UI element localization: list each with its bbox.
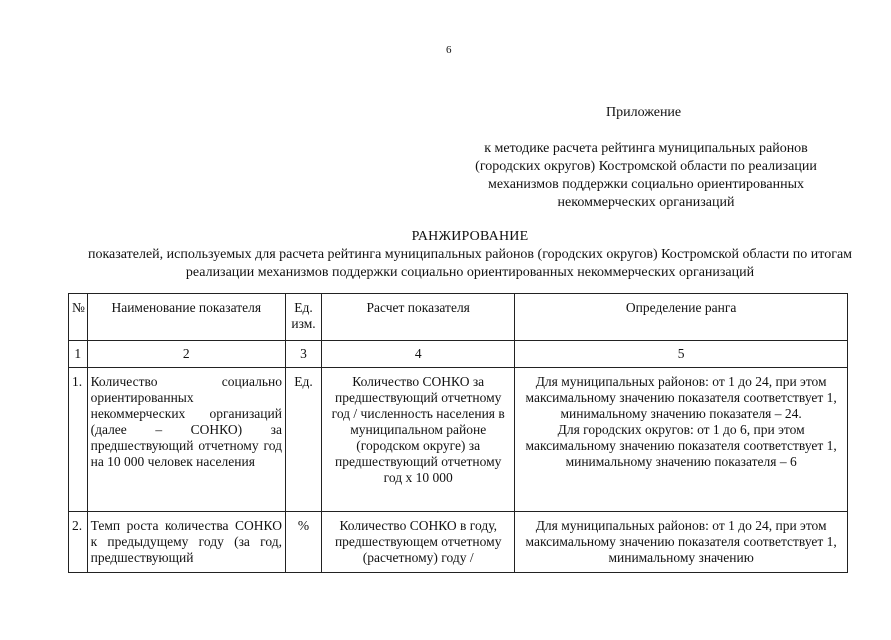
heading-subtitle: показателей, используемых для расчета рейтинга муниципальных районов (городских округов) Костромской области по итогам реализации механизмов поддержки социально ориентированных некоммерческих организаций [87,247,853,280]
header-unit: Ед. изм. [285,294,321,341]
table-header-row [69,294,848,341]
rank-districts: Для муниципальных районов: от 1 до 24, при этом максимальному значению показателя соответствует 1, минимальному значению показателя – 24. [525,374,837,421]
column-number: 5 [515,341,848,368]
table-row [69,368,848,512]
indicator-calculation: Количество СОНКО в году, предшествующем отчетному (расчетному) году / [322,512,515,573]
appendix-title: Приложение [606,105,682,120]
ranking-table [68,293,848,573]
row-number: 2. [69,512,88,573]
rank-districts: Для муниципальных районов: от 1 до 24, при этом максимальному значению показателя соответствует 1, минимальному значению [525,518,837,565]
rank-definition [515,512,848,573]
table-row [69,512,848,573]
header-indicator-name: Наименование показателя [87,294,285,341]
column-number-row [69,341,848,368]
indicator-calculation: Количество СОНКО за предшествующий отчетному год / численность населения в муниципальном районе (городском округе) за предшествующий отчетному год х 10 000 [322,368,515,512]
rank-definition [515,368,848,512]
indicator-name: Темп роста количества СОНКО к предыдущему году (за год, предшествующий [87,512,285,573]
header-rank: Определение ранга [515,294,848,341]
indicator-unit: % [285,512,321,573]
header-number: № [69,294,88,341]
indicator-unit: Ед. [285,368,321,512]
document-heading [80,228,860,282]
page-number: 6 [446,44,452,56]
rank-cities: Для городских округов: от 1 до 6, при этом максимальному значению показателя соответствует 1, минимальному значению показателя – 6 [525,422,837,469]
column-number: 1 [69,341,88,368]
appendix-description: к методике расчета рейтинга муниципальных районов (городских округов) Костромской области по реализации механизмов поддержки социально ориентированных некоммерческих организаций [475,141,817,210]
column-number: 2 [87,341,285,368]
heading-title: РАНЖИРОВАНИЕ [411,229,529,244]
column-number: 3 [285,341,321,368]
row-number: 1. [69,368,88,512]
column-number: 4 [322,341,515,368]
indicator-name: Количество социально ориентированных некоммерческих организаций (далее – СОНКО) за предшествующий отчетному год на 10 000 человек населения [87,368,285,512]
header-calculation: Расчет показателя [322,294,515,341]
